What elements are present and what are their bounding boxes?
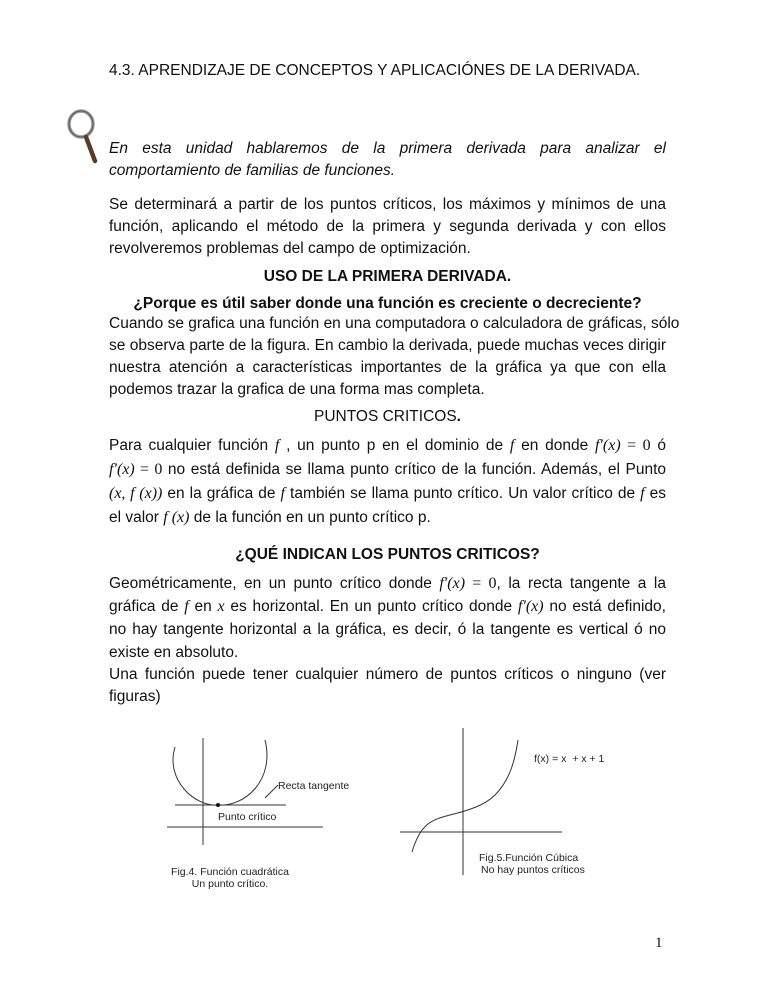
caption-line: No hay puntos críticos	[481, 864, 585, 876]
definition-line	[109, 458, 666, 482]
math-fx: f (x)	[163, 509, 190, 526]
paragraph-line: Una función puede tener cualquier número de puntos críticos o ninguno (ver	[109, 666, 666, 683]
heading-text: PUNTOS CRITICOS	[314, 408, 457, 425]
section-title: 4.3. APRENDIZAJE DE CONCEPTOS Y APLICACIÓNES DE LA DERIVADA.	[109, 62, 641, 79]
math-eq-zero: = 0	[134, 461, 163, 478]
text: en donde	[514, 437, 595, 454]
math-x: x	[217, 598, 225, 615]
definition-line	[109, 506, 666, 530]
question-increasing-decreasing: ¿Porque es útil saber donde una función es creciente o decreciente?	[133, 295, 642, 312]
definition-line	[109, 434, 666, 458]
summary-line: revolveremos problemas del campo de optimización.	[109, 240, 471, 257]
summary-line: función, aplicando el método de la primera y segunda derivada y con ellos	[109, 218, 666, 235]
math-f: f	[280, 485, 285, 502]
math-point-pair: (x, f (x))	[109, 485, 163, 502]
text: , un punto p en el dominio de	[279, 437, 510, 454]
math-derivative: f′(x)	[517, 598, 544, 615]
paragraph-line: no hay tangente horizontal a la gráfica, es decir, ó la tangente es vertical ó no	[109, 621, 666, 638]
math-derivative: f′(x)	[439, 575, 466, 592]
paragraph-line: figuras)	[109, 688, 161, 705]
math-f: f	[184, 598, 189, 615]
text: no está definida se llama punto crítico de la función. Además, el Punto	[162, 461, 667, 478]
critical-point-label: Punto crítico	[218, 811, 277, 823]
text: también se llama punto crítico. Un valor crítico de	[285, 485, 641, 502]
fig5-caption	[479, 852, 585, 876]
page-number: 1	[655, 935, 663, 951]
text: Para cualquier función	[109, 437, 275, 454]
math-eq-zero: = 0	[465, 575, 497, 592]
text: en	[188, 598, 218, 615]
math-f: f	[509, 437, 515, 454]
summary-paragraph	[109, 194, 666, 260]
paragraph-line: se observa parte de la figura. En cambio la derivada, puede muchas veces dirigir	[109, 337, 666, 354]
summary-line: Se determinará a partir de los puntos críticos, los máximos y mínimos de una	[109, 196, 666, 213]
text: gráfica de	[109, 598, 185, 615]
math-f: f	[640, 485, 645, 502]
text: , la recta tangente a la	[496, 575, 666, 592]
intro-paragraph	[109, 138, 666, 182]
magnifying-glass-icon	[64, 108, 114, 168]
paragraph-line: existe en absoluto.	[109, 644, 239, 661]
math-f: f	[274, 437, 280, 454]
intro-line: comportamiento de familias de funciones.	[109, 162, 396, 179]
fig4-caption	[160, 866, 300, 890]
functions-paragraph	[109, 664, 666, 708]
text: Geométricamente, en un punto crítico donde	[109, 575, 440, 592]
text: es	[644, 485, 666, 502]
definition-line	[109, 482, 666, 506]
heading-critical-points	[109, 408, 666, 426]
figure-quadratic	[150, 725, 370, 885]
intro-line: En esta unidad hablaremos de la primera derivada para analizar el	[109, 140, 666, 157]
paragraph-line: Cuando se grafica una función en una computadora o calculadora de gráficas, sólo	[109, 315, 680, 332]
paragraph-line: nuestra atención a características importantes de la gráfica ya que con ella	[109, 359, 666, 376]
cubic-formula: f(x) = x + x + 1	[534, 753, 605, 765]
text: ó	[650, 437, 666, 454]
critical-points-definition	[109, 434, 666, 530]
math-eq-zero: = 0	[620, 437, 651, 454]
heading-first-derivative: USO DE LA PRIMERA DERIVADA.	[263, 268, 512, 285]
paragraph-line	[109, 595, 666, 618]
heading-what-critical-points-indicate: ¿QUÉ INDICAN LOS PUNTOS CRITICOS?	[235, 546, 540, 563]
heading-dot: .	[456, 408, 461, 425]
math-derivative: f′(x)	[109, 461, 135, 478]
first-derivative-paragraph	[109, 313, 680, 401]
text: en la gráfica de	[162, 485, 281, 502]
caption-line: Fig.5.Función Cúbica	[479, 852, 579, 864]
caption-line: Fig.4. Función cuadrática	[171, 866, 289, 878]
text: es horizontal. En un punto crítico donde	[224, 598, 518, 615]
tangent-line-label: Recta tangente	[278, 780, 350, 792]
text: no está definido,	[543, 598, 666, 615]
paragraph-line: podemos trazar la grafica de una forma mas completa.	[109, 381, 485, 398]
text: el valor	[109, 509, 164, 526]
math-derivative: f′(x)	[594, 437, 621, 454]
caption-line: Un punto crítico.	[191, 878, 269, 890]
geometric-paragraph	[109, 572, 666, 664]
text: de la función en un punto crítico p.	[189, 509, 431, 526]
paragraph-line	[109, 572, 666, 595]
